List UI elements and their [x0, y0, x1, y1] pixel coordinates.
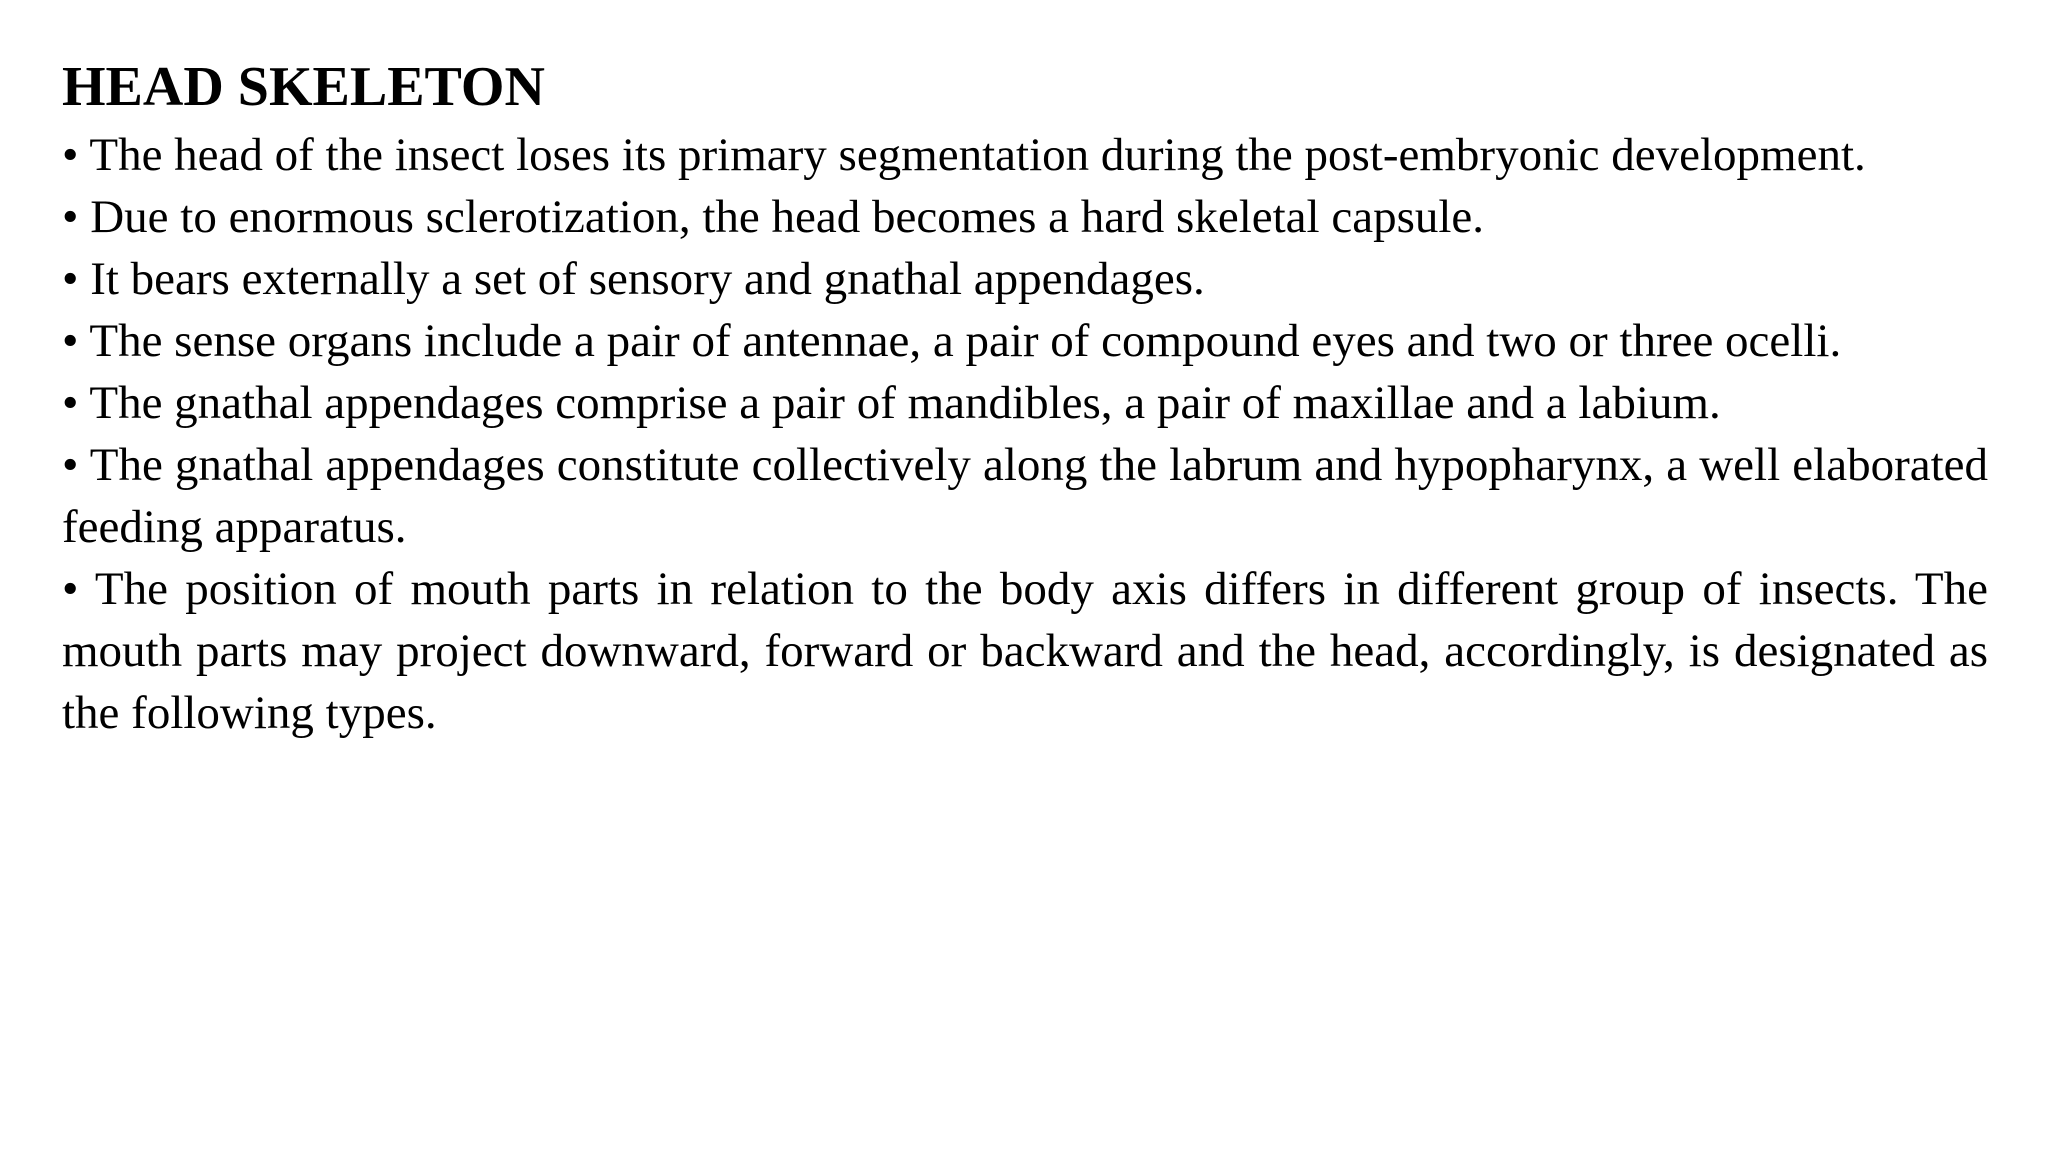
bullet-item: • It bears externally a set of sensory and gnathal appendages.: [62, 253, 1205, 305]
bullet-item: • The gnathal appendages constitute collectively along the labrum and hypopharynx, a well elaborated feeding apparatus.: [62, 439, 1988, 553]
bullet-item: • The position of mouth parts in relation to the body axis differs in different group of insects. The mouth parts may project downward, forward or backward and the head, accordingly, is designated as the following types.: [62, 563, 1988, 739]
bullet-list: [62, 124, 1988, 744]
bullet-item: • Due to enormous sclerotization, the head becomes a hard skeletal capsule.: [62, 191, 1485, 243]
slide-title: HEAD SKELETON: [62, 56, 545, 118]
bullet-item: • The sense organs include a pair of antennae, a pair of compound eyes and two or three ocelli.: [62, 315, 1842, 367]
slide-content: [62, 50, 1988, 744]
bullet-item: • The head of the insect loses its primary segmentation during the post-embryonic development.: [62, 129, 1866, 181]
bullet-item: • The gnathal appendages comprise a pair of mandibles, a pair of maxillae and a labium.: [62, 377, 1721, 429]
